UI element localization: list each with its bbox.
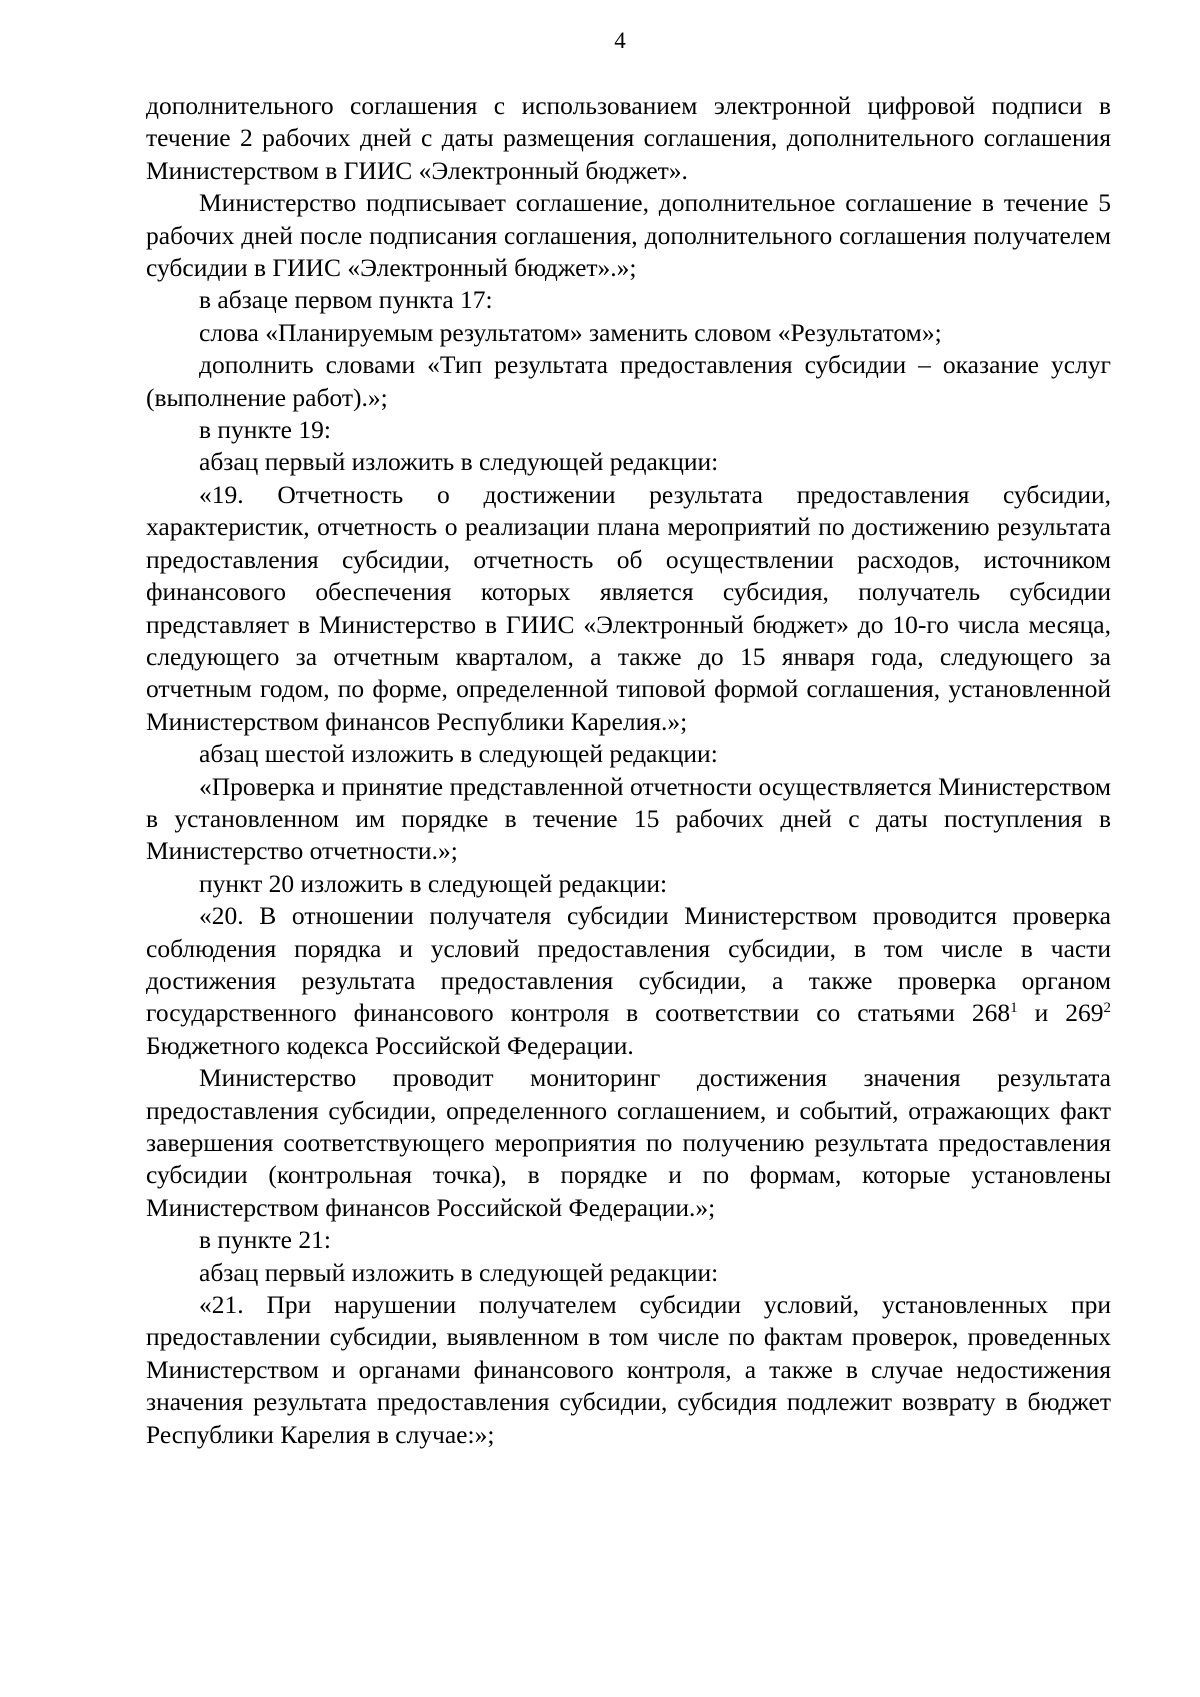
paragraph: слова «Планируемым результатом» заменить словом «Результатом»;: [199, 317, 942, 347]
paragraph: в пункте 19:: [199, 415, 331, 445]
page-number: 4: [614, 28, 626, 53]
paragraph: «21. При нарушении получателем субсидии условий, установленных при предоставлении субсидии, выявленном в том числе по фактам проверок, проведенных Министерством и органами финансового контроля, а также в случае недостижения значения результата предоставления субсидии, субсидия подлежит возврату в бюджет Республики Карелия в случае:»;: [146, 1290, 1111, 1449]
paragraph: абзац первый изложить в следующей редакции:: [199, 447, 719, 477]
paragraph: дополнительного соглашения с использованием электронной цифровой подписи в течение 2 рабочих дней с даты размещения соглашения, дополнительного соглашения Министерством в ГИИС «Электронный бюджет».: [146, 91, 1111, 185]
paragraph: пункт 20 изложить в следующей редакции:: [199, 868, 668, 898]
paragraph-20-text: и 269: [1017, 998, 1104, 1028]
paragraph-20-text: «20. В отношении получателя субсидии Министерством проводится проверка соблюдения порядка и условий предоставления субсидии, в том числе в части достижения результата предоставления субсидии, а также проверка органом государственного финансового контроля в соответствии со статьями 268: [146, 901, 1111, 1028]
paragraph: абзац первый изложить в следующей редакции:: [199, 1257, 719, 1287]
paragraph: Министерство подписывает соглашение, дополнительное соглашение в течение 5 рабочих дней после подписания соглашения, дополнительного соглашения получателем субсидии в ГИИС «Электронный бюджет».»;: [146, 188, 1111, 283]
superscript: 2: [1103, 1000, 1111, 1017]
paragraph-20-text: Бюджетного кодекса Российской Федерации.: [146, 1030, 634, 1060]
document-body: [146, 90, 1111, 1451]
paragraph: абзац шестой изложить в следующей редакции:: [199, 739, 718, 769]
paragraph: в пункте 21:: [199, 1225, 331, 1255]
paragraph: в абзаце первом пункта 17:: [199, 285, 493, 315]
paragraph: дополнить словами «Тип результата предоставления субсидии – оказание услуг (выполнение работ).»;: [146, 350, 1111, 412]
paragraph: «19. Отчетность о достижении результата предоставления субсидии, характеристик, отчетность о реализации плана мероприятий по достижению результата предоставления субсидии, отчетность об осуществлении расходов, источником финансового обеспечения которых является субсидия, получатель субсидии представляет в Министерство в ГИИС «Электронный бюджет» до 10-го числа месяца, следующего за отчетным кварталом, а также до 15 января года, следующего за отчетным годом, по форме, определенной типовой формой соглашения, установленной Министерством финансов Республики Карелия.»;: [146, 479, 1111, 736]
paragraph-20: [146, 900, 1111, 1062]
superscript: 1: [1010, 1000, 1018, 1017]
paragraph: Министерство проводит мониторинг достижения значения результата предоставления субсидии, определенного соглашением, и событий, отражающих факт завершения соответствующего мероприятия по получению результата предоставления субсидии (контрольная точка), в порядке и по формам, которые установлены Министерством финансов Российской Федерации.»;: [146, 1063, 1111, 1222]
paragraph: «Проверка и принятие представленной отчетности осуществляется Министерством в установленном им порядке в течение 15 рабочих дней с даты поступления в Министерство отчетности.»;: [146, 771, 1111, 866]
